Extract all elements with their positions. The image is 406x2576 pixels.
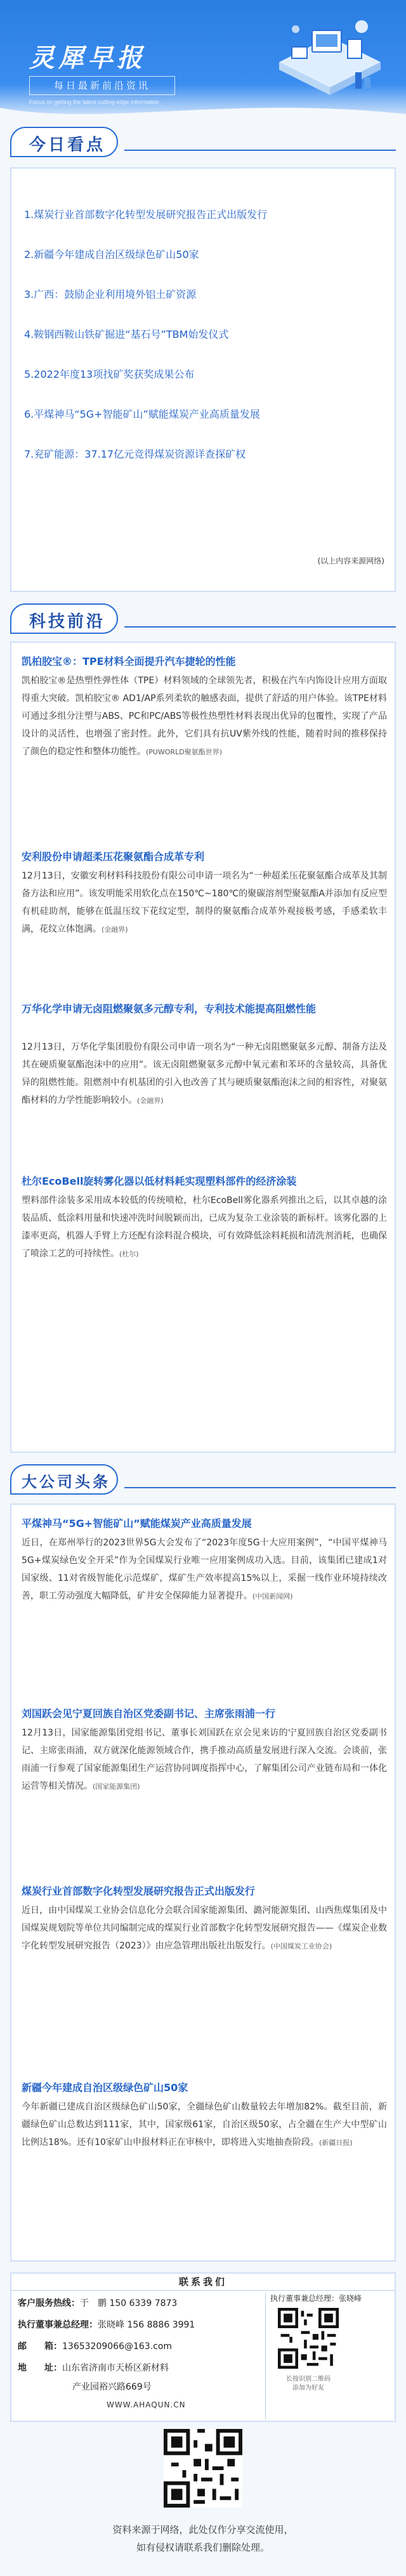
banner-tagline: 每日最新前沿资讯 [29, 76, 175, 95]
contact-row-email[interactable]: 邮 箱：13653209066@163.com [18, 2341, 173, 2352]
article-title[interactable]: 万华化学申请无卤阻燃聚氨多元醇专利，专利技术能提高阻燃性能 [22, 1003, 317, 1015]
article-source: (国家能源集团) [93, 1782, 140, 1791]
highlight-item[interactable]: 1.煤炭行业首部数字化转型发展研究报告正式出版发行 [24, 209, 268, 221]
article-title[interactable]: 凯柏胶宝®：TPE材料全面提升汽车捷轮的性能 [22, 655, 236, 667]
tech-panel [10, 641, 396, 1453]
article-title[interactable]: 刘国跃会见宁夏回族自治区党委副书记、主席张雨浦一行 [22, 1708, 276, 1720]
banner-wave [0, 95, 406, 120]
highlights-panel [10, 167, 396, 592]
article-body: 近日，由中国煤炭工业协会信息化分会联合国家能源集团、潞河能源集团、山西焦煤集团及中国煤炭规划院等单位共同编制完成的煤炭行业首部数字化转型发展研究报告——《煤炭企业数字化转型发展研究报告（2023）》由应急管理出版社出版发行。(中国煤炭工业协会) [22, 1905, 387, 1951]
banner-subline: Focus on getting the latest cutting-edge information [29, 99, 159, 105]
article-title[interactable]: 平煤神马“5G+智能矿山”赋能煤炭产业高质量发展 [22, 1517, 252, 1530]
contact-row-service: 客户服务热线：于 鹏 150 6339 7873 [18, 2298, 178, 2309]
highlight-item[interactable]: 4.鞍钢西鞍山铁矿掘进“基石号”TBM始发仪式 [24, 328, 229, 340]
highlight-item[interactable]: 2.新疆今年建成自治区级绿色矿山50家 [24, 248, 199, 261]
article-source: (金融界) [102, 925, 128, 934]
wechat-qr-icon[interactable] [278, 2308, 339, 2369]
website-qr-icon[interactable] [164, 2429, 242, 2508]
article-source: (中国煤炭工业协会) [270, 1942, 332, 1950]
contact-panel [10, 2272, 396, 2422]
contact-row-address: 地 址：山东省济南市天桥区新材料 [18, 2363, 169, 2373]
section-title-highlights: 今日看点 [10, 127, 124, 160]
source-note: (以上内容来源网络) [317, 557, 384, 565]
article-source: (中国新闻网) [252, 1592, 293, 1600]
article-source: (PUWORLD聚氨酯世界) [146, 748, 223, 756]
section-divider [124, 626, 396, 628]
article-source: (杜尔) [119, 1250, 139, 1258]
article-body: 12月13日，安徽安利材料科技股份有限公司申请一项名为“一种超柔压花聚氨酯合成革及其制备方法和应用”。该发明能采用软化点在150℃~180℃的聚碳溶剂型聚氨酯A并添加有反应型有机硅助剂，能够在低温压纹下花纹定型，制得的聚氨酯合成革外观接极考感，手感柔软丰满，花纹立体饱满。(金融界) [22, 871, 387, 934]
brand-logo: 灵犀早报 [29, 43, 146, 73]
disclaimer-line-1: 资料来源于网络，此处仅作分享交流使用， [112, 2524, 294, 2535]
company-panel [10, 1504, 396, 2262]
article-source: (新疆日报) [318, 2139, 353, 2147]
qr-top-label: 执行董事兼总经理：张晓峰 [270, 2294, 362, 2303]
contact-divider [11, 2290, 395, 2291]
highlight-item[interactable]: 6.平煤神马“5G+智能矿山”赋能煤炭产业高质量发展 [24, 408, 260, 420]
header-banner [0, 0, 406, 120]
qr-caption: 长按识别二维码 添加为好友 [286, 2376, 331, 2392]
highlight-item[interactable]: 3.广西：鼓励企业利用境外铝土矿资源 [24, 288, 197, 300]
contact-row-gm: 执行董事兼总经理：张晓峰 156 8886 3991 [18, 2320, 195, 2330]
contact-vertical-divider [265, 2293, 266, 2419]
section-title-tech: 科技前沿 [10, 603, 124, 636]
highlight-item[interactable]: 5.2022年度13项找矿奖获奖成果公布 [24, 368, 195, 380]
contact-row-address-cont: 产业园裕兴路669号 [72, 2382, 152, 2392]
article-body: 12月13日，万华化学集团股份有限公司申请一项名为“一种无卤阻燃聚氨多元醇、制备方法及其在硬质聚氨酯泡沫中的应用”。该无卤阻燃聚氨多元醇中氧元素和苯环的含量较高，具备优异的阻燃性能。阻燃剂中有机基团的引入也改善了其与硬质聚氨酯泡沫之间的相容性，对聚氨酯材料的力学性能影响较小。(金融界) [22, 1042, 387, 1105]
article-title[interactable]: 新疆今年建成自治区级绿色矿山50家 [22, 2082, 188, 2094]
article-body: 近日，在郑州举行的2023世界5G大会发布了“2023年度5G十大应用案例”，“中国平煤神马5G+煤炭绿色安全开采”作为全国煤炭行业唯一应用案例成功入选。目前，该集团已建成1对国家级、11对省级智能化示范煤矿，煤矿生产效率提高15%以上，采掘一线作业环境持续改善，职工劳动强度大幅降低，矿井安全保障能力显著提升。(中国新闻网) [22, 1538, 387, 1601]
article-title[interactable]: 杜尔EcoBell旋转雾化器以低材料耗实现塑料部件的经济涂装 [22, 1175, 297, 1187]
section-divider [124, 150, 396, 151]
article-source: (金融界) [137, 1097, 164, 1105]
section-title-company: 大公司头条 [10, 1464, 124, 1497]
disclaimer-line-2: 如有侵权请联系我们删除处理。 [136, 2542, 270, 2553]
article-body: 塑料部件涂装多采用成本较低的传统喷枪，杜尔EcoBell雾化器系列推出之后，以其卓越的涂装品质、低涂料用量和快速冲洗时间脱颖而出，已成为复杂工业涂装的新标杆。该雾化器的上漆率更高，机器人手臂上方还配有涂料混合模块，可有效降低涂料耗损和清洗剂消耗，也确保了喷涂工艺的可持续性。(杜尔) [22, 1195, 387, 1259]
highlight-item[interactable]: 7.兖矿能源：37.17亿元竞得煤炭资源详查探矿权 [24, 448, 246, 460]
contact-heading: 联系我们 [178, 2276, 227, 2288]
section-divider [124, 1487, 396, 1488]
article-title[interactable]: 安利股份申请超柔压花聚氨酯合成革专利 [22, 851, 205, 863]
article-body: 今年新疆已建成自治区级绿色矿山50家，全疆绿色矿山数量较去年增加82%。截至目前，新疆绿色矿山总数达到111家，其中，国家级61家，自治区级50家，占全疆在生产大中型矿山比例达18%。还有10家矿山申报材料正在审核中，即将进入实地抽查阶段。(新疆日报) [22, 2102, 387, 2148]
website-url[interactable]: WWW.AHAQUN.CN [107, 2400, 186, 2409]
article-body: 12月13日，国家能源集团党组书记、董事长刘国跃在京会见来访的宁夏回族自治区党委副书记、主席张雨浦，双方就深化能源领域合作，携手推动高质量发展进行深入交流。会谈前，张雨浦一行参观了国家能源集团生产运营协同调度指挥中心，了解集团公司产业链布局和一体化运营等相关情况。(国家能源集团) [22, 1728, 387, 1791]
article-body: 凯柏胶宝®是热塑性弹性体（TPE）材料领域的全球领先者，积极在汽车内饰设计应用方面取得重大突破。凯柏胶宝® AD1/AP系列柔软的触感表面，提供了舒适的用户体验。该TPE材料可通过多组分注塑与ABS、PC和PC/ABS等极性热塑性材料表现出优异的包覆性，实现了产品设计的灵活性，也增强了密封性。此外，它们具有抗UV紫外线的性能，随着时间的推移保持了颜色的稳定性和整体功能性。(PUWORLD聚氨酯世界) [22, 676, 387, 757]
article-title[interactable]: 煤炭行业首部数字化转型发展研究报告正式出版发行 [22, 1885, 256, 1897]
